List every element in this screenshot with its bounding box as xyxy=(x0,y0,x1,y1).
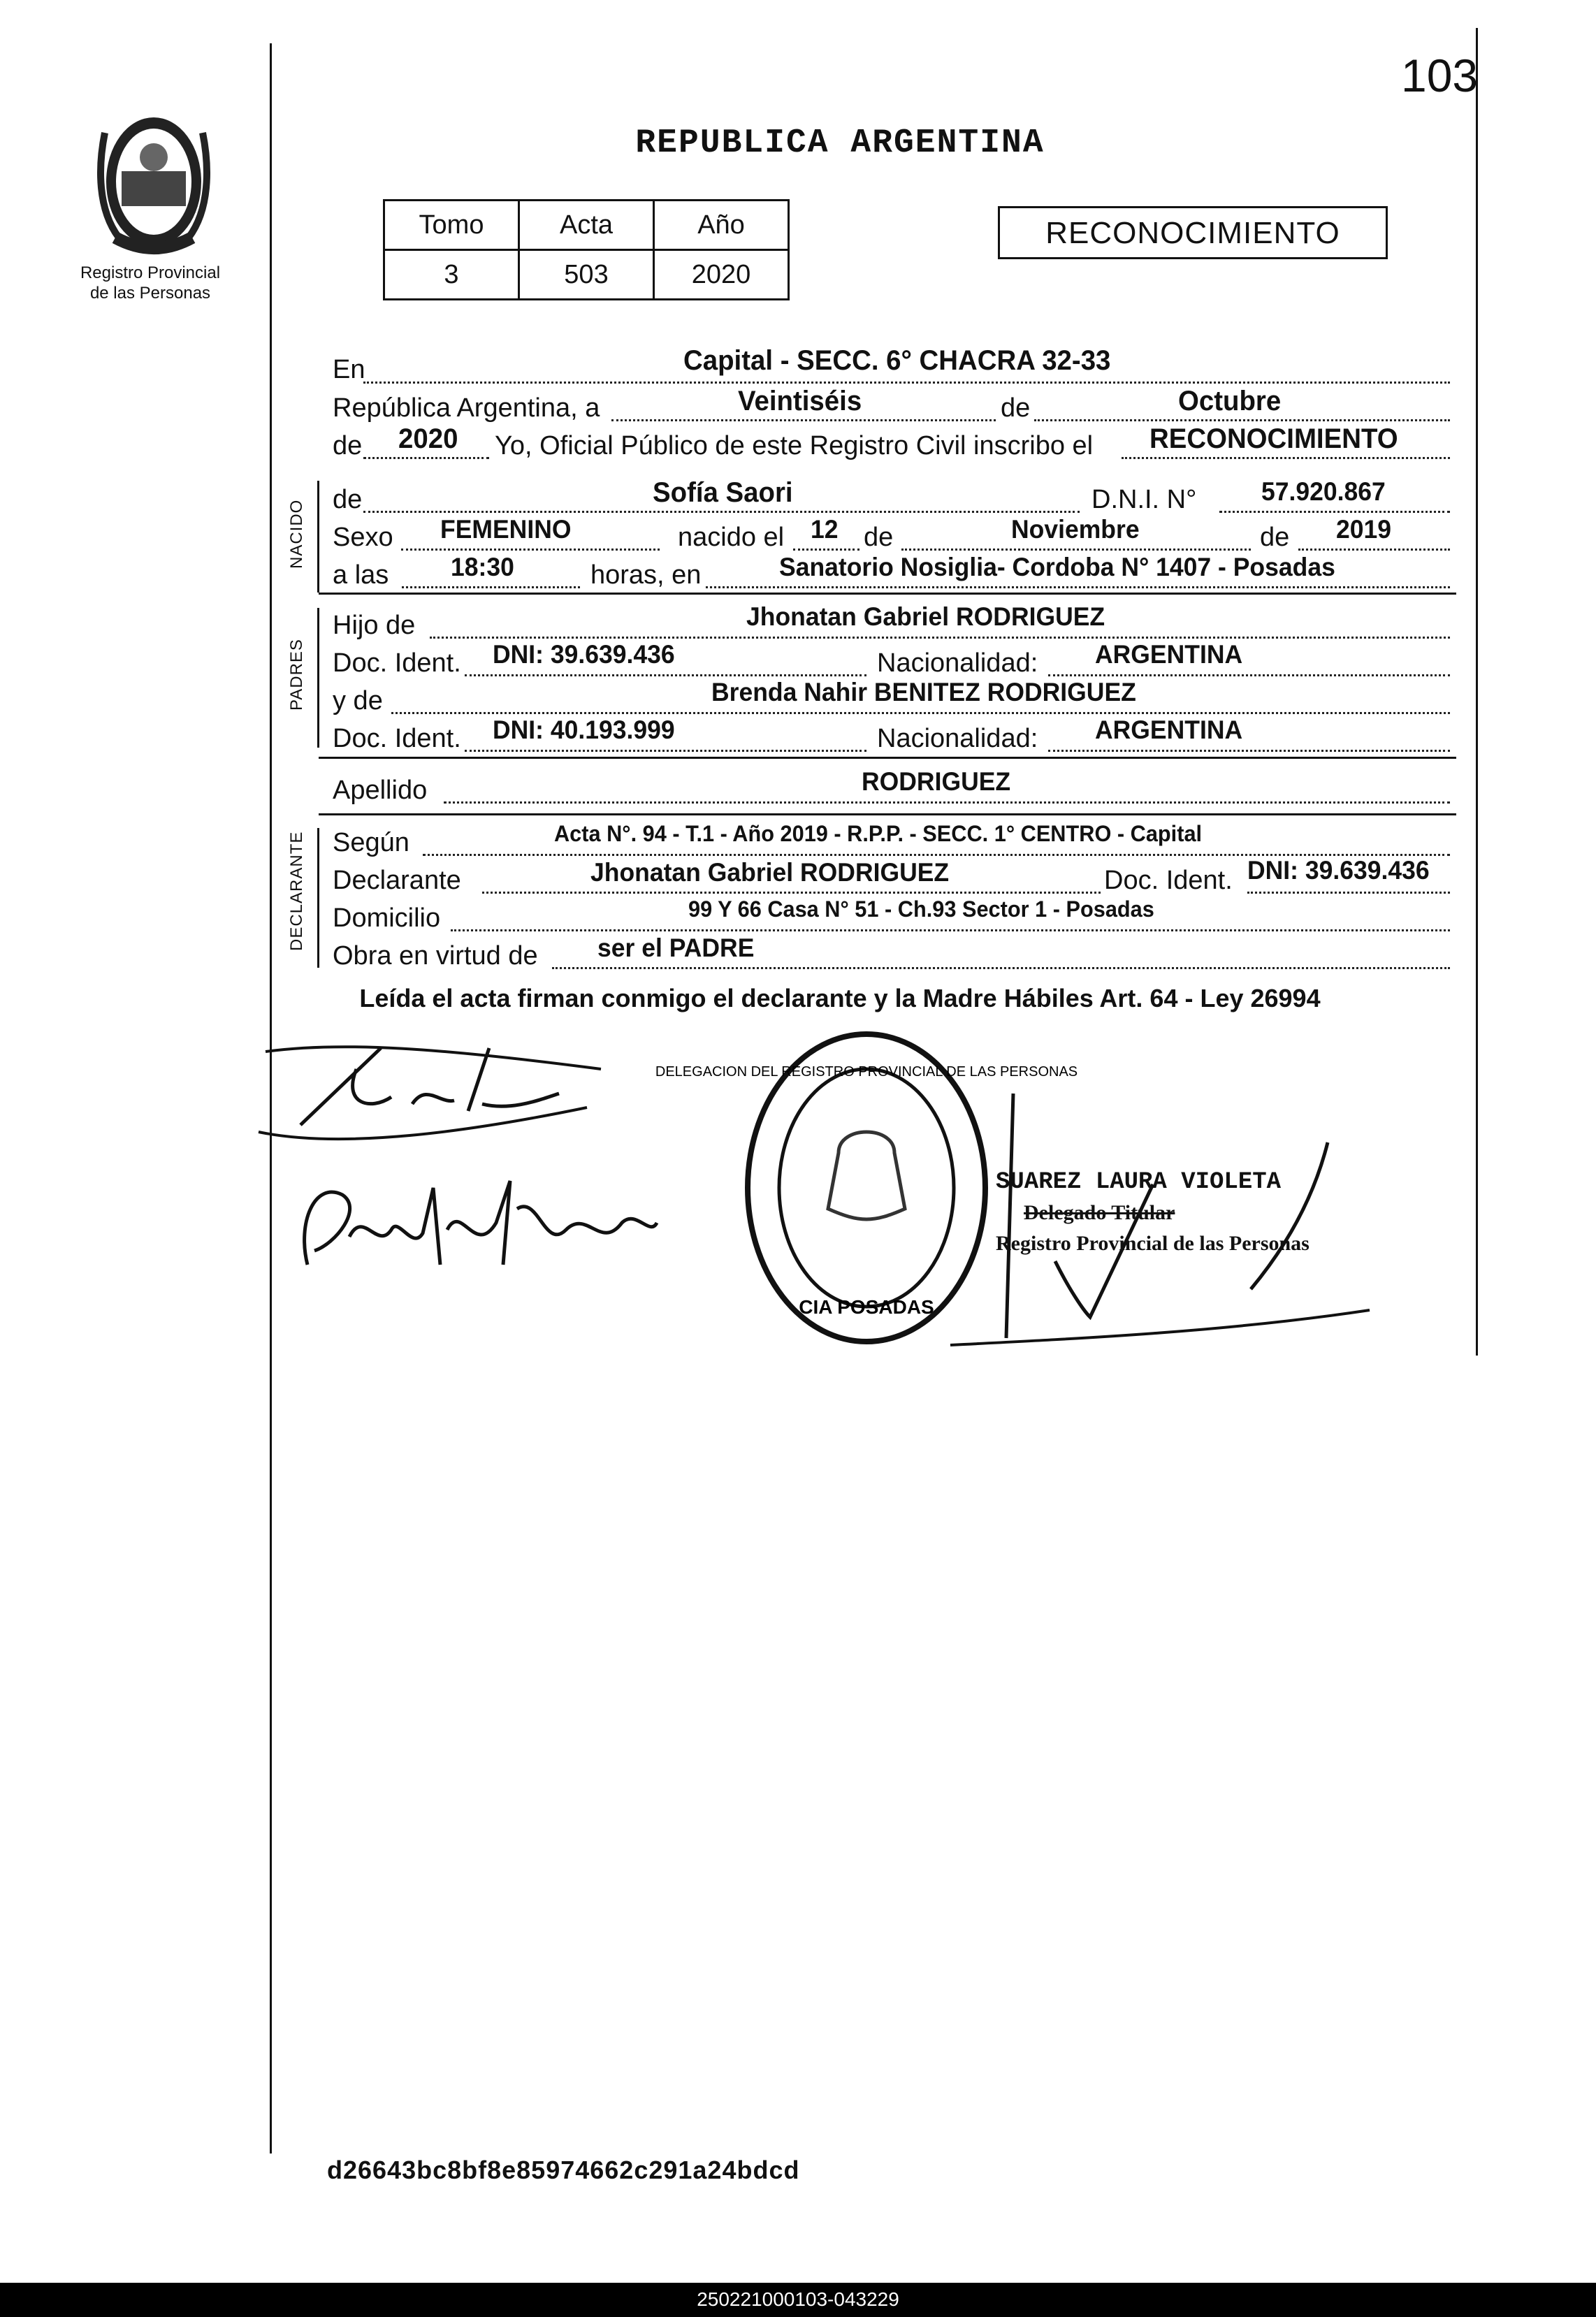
stamp-inner-text: CIA POSADAS xyxy=(799,1296,934,1318)
child-name-value: Sofía Saori xyxy=(653,477,793,508)
birth-time-dots xyxy=(402,586,580,588)
birth-de-label: de xyxy=(864,523,894,552)
closing-note: Leída el acta firman conmigo el declarante y la Madre Hábiles Art. 64 - Ley 26994 xyxy=(359,984,1321,1012)
official-office: Registro Provincial de las Personas xyxy=(996,1232,1310,1255)
registry-label xyxy=(49,263,252,303)
acta-header: Acta xyxy=(519,201,654,250)
page-title: REPUBLICA ARGENTINA xyxy=(635,124,1045,162)
declarante-section-label: DECLARANTE xyxy=(287,831,306,951)
registry-label-line2: de las Personas xyxy=(89,284,211,303)
yo-label: Yo, Oficial Público de este Registro Civil inscribo el xyxy=(495,431,1094,460)
apellido-value: RODRIGUEZ xyxy=(862,767,1011,796)
de-label: de xyxy=(1001,393,1031,423)
birth-year-value: 2019 xyxy=(1336,515,1392,544)
footer-code: 250221000103-043229 xyxy=(697,2288,899,2310)
sexo-value: FEMENINO xyxy=(440,515,572,544)
birth-de2-label: de xyxy=(1260,523,1290,552)
declarante-doc-value: DNI: 39.639.436 xyxy=(1247,856,1430,885)
mother-value: Brenda Nahir BENITEZ RODRIGUEZ xyxy=(711,678,1136,706)
father-value: Jhonatan Gabriel RODRIGUEZ xyxy=(746,602,1105,631)
inscribo-dots xyxy=(1122,457,1450,459)
acta-value: 503 xyxy=(519,250,654,300)
tomo-value: 3 xyxy=(384,250,519,300)
sexo-label: Sexo xyxy=(333,523,393,552)
anio-value: 2020 xyxy=(654,250,789,300)
nacido-separator xyxy=(319,593,1456,595)
obra-value: ser el PADRE xyxy=(597,934,755,962)
child-name-dots xyxy=(363,511,1080,513)
declarante-label: Declarante xyxy=(333,866,461,895)
day-dots xyxy=(611,419,996,421)
en-dots xyxy=(363,382,1450,384)
month-dots xyxy=(1034,419,1450,421)
stamp-ring-text: DELEGACION DEL REGISTRO PROVINCIAL DE LAS PERSONAS xyxy=(655,1064,1078,1080)
birth-day-value: 12 xyxy=(811,515,839,544)
child-dni-dots xyxy=(1219,511,1450,513)
child-dni-value: 57.920.867 xyxy=(1261,477,1386,506)
anio-header: Año xyxy=(654,201,789,250)
year-value: 2020 xyxy=(398,423,458,454)
birth-day-dots xyxy=(793,549,859,551)
mother-dots xyxy=(391,712,1450,714)
padres-separator xyxy=(319,757,1456,759)
sexo-dots xyxy=(401,549,660,551)
de2-label: de xyxy=(333,431,363,460)
record-table-header-row xyxy=(384,201,789,250)
father-dots xyxy=(430,637,1450,639)
domicilio-value: 99 Y 66 Casa N° 51 - Ch.93 Sector 1 - Posadas xyxy=(688,896,1154,922)
declarante-dots xyxy=(482,892,1101,894)
y-de-label: y de xyxy=(333,686,383,716)
official-name: SUAREZ LAURA VIOLETA xyxy=(996,1169,1282,1196)
birth-place-dots xyxy=(706,586,1450,588)
obra-label: Obra en virtud de xyxy=(333,941,538,971)
declarant-signature xyxy=(259,1027,622,1153)
mother-nat-label: Nacionalidad: xyxy=(877,724,1038,753)
record-table-value-row xyxy=(384,250,789,300)
alas-label: a las xyxy=(333,560,389,590)
birth-month-dots xyxy=(901,549,1251,551)
obra-dots xyxy=(552,967,1450,969)
record-table xyxy=(383,199,790,300)
year-dots xyxy=(363,457,489,459)
birth-month-value: Noviembre xyxy=(1011,515,1140,544)
inscribo-value: RECONOCIMIENTO xyxy=(1149,423,1398,454)
apellido-label: Apellido xyxy=(333,776,428,805)
segun-label: Según xyxy=(333,828,409,857)
father-doc-dots xyxy=(465,674,866,676)
father-doc-label: Doc. Ident. xyxy=(333,648,461,678)
day-value: Veintiséis xyxy=(738,386,862,416)
declarante-value: Jhonatan Gabriel RODRIGUEZ xyxy=(590,858,950,887)
father-nat-dots xyxy=(1048,674,1450,676)
domicilio-label: Domicilio xyxy=(333,903,441,933)
apellido-separator xyxy=(319,813,1456,815)
page-number: 103 xyxy=(1401,50,1479,101)
right-margin-line xyxy=(1476,28,1478,1356)
apellido-dots xyxy=(444,801,1450,804)
horas-label: horas, en xyxy=(590,560,702,590)
tomo-header: Tomo xyxy=(384,201,519,250)
dni-label: D.N.I. N° xyxy=(1091,485,1197,514)
registry-label-line1: Registro Provincial xyxy=(80,263,221,282)
month-value: Octubre xyxy=(1178,386,1282,416)
father-nat-label: Nacionalidad: xyxy=(877,648,1038,678)
declarante-bracket xyxy=(317,828,319,968)
hijo-de-label: Hijo de xyxy=(333,611,416,640)
nacido-section-label: NACIDO xyxy=(287,499,306,569)
mother-nat-value: ARGENTINA xyxy=(1095,716,1243,744)
nacido-bracket xyxy=(317,481,319,593)
mother-doc-label: Doc. Ident. xyxy=(333,724,461,753)
padres-section-label: PADRES xyxy=(287,639,306,711)
birth-place-value: Sanatorio Nosiglia- Cordoba N° 1407 - Posadas xyxy=(779,553,1335,581)
republica-label: República Argentina, a xyxy=(333,393,600,423)
padres-bracket xyxy=(317,608,319,748)
en-label: En xyxy=(333,355,365,384)
father-nat-value: ARGENTINA xyxy=(1095,640,1243,669)
official-role: Delegado Titular xyxy=(1024,1201,1175,1224)
mother-nat-dots xyxy=(1048,750,1450,752)
mother-signature xyxy=(293,1167,671,1293)
mother-doc-value: DNI: 40.193.999 xyxy=(493,716,675,744)
en-value: Capital - SECC. 6° CHACRA 32-33 xyxy=(683,345,1111,376)
act-type-box: RECONOCIMIENTO xyxy=(998,206,1388,259)
nacido-de-label: de xyxy=(333,485,363,514)
segun-value: Acta N°. 94 - T.1 - Año 2019 - R.P.P. - SECC. 1° CENTRO - Capital xyxy=(554,821,1203,846)
father-doc-value: DNI: 39.639.436 xyxy=(493,640,675,669)
coat-of-arms-icon xyxy=(77,105,231,259)
birth-year-dots xyxy=(1298,549,1450,551)
official-signature-block xyxy=(996,1167,1310,1259)
birth-time-value: 18:30 xyxy=(451,553,514,581)
document-hash: d26643bc8bf8e85974662c291a24bdcd xyxy=(327,2156,800,2184)
declarante-doc-dots xyxy=(1247,892,1450,894)
domicilio-dots xyxy=(451,929,1450,931)
nacido-el-label: nacido el xyxy=(678,523,785,552)
mother-doc-dots xyxy=(465,750,866,752)
declarante-doc-label: Doc. Ident. xyxy=(1104,866,1233,895)
